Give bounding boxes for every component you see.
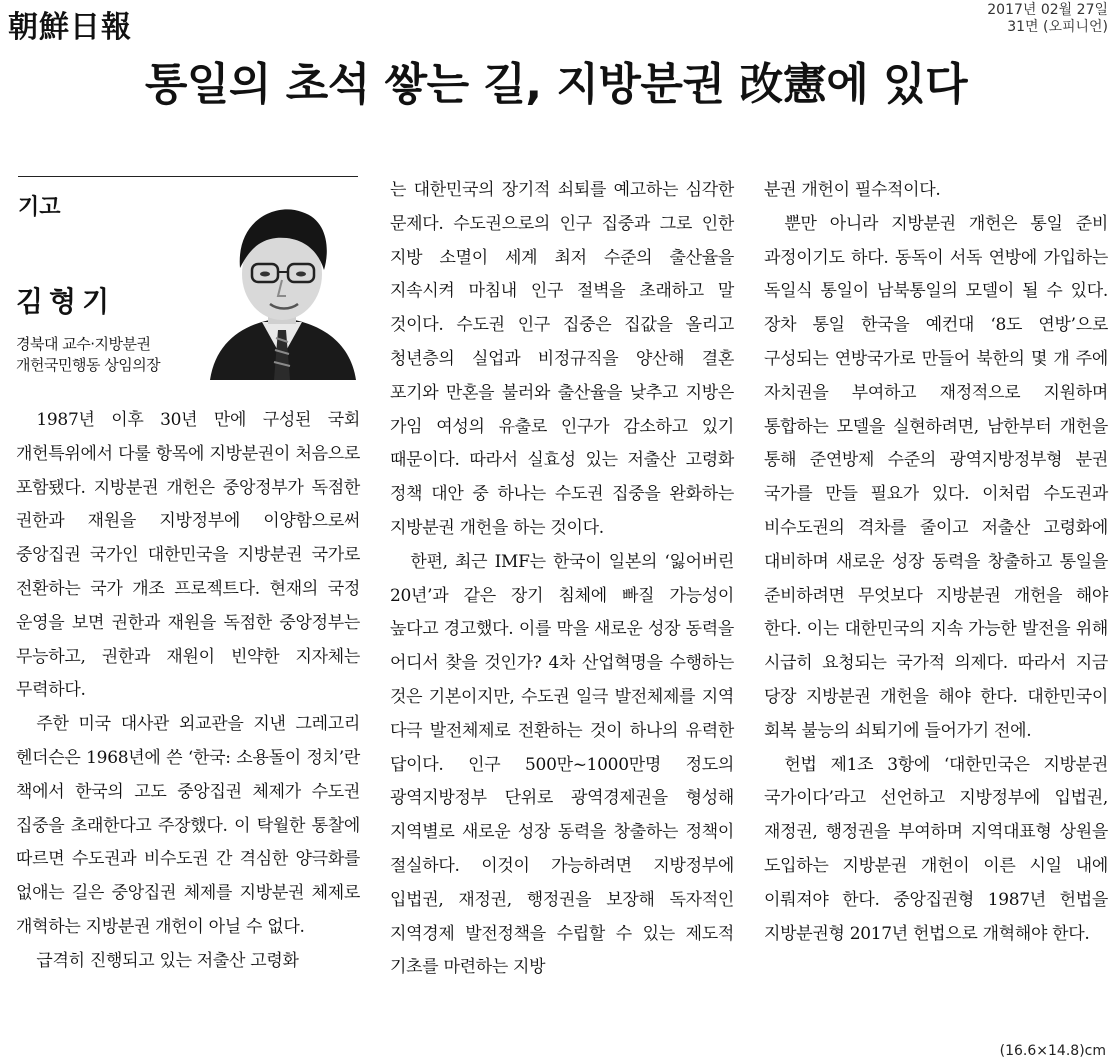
author-photo bbox=[206, 190, 358, 380]
section-divider bbox=[18, 176, 358, 177]
author-portrait-icon bbox=[206, 190, 358, 380]
author-affiliation-line2: 개헌국민행동 상임의장 bbox=[16, 356, 161, 374]
paragraph: 는 대한민국의 장기적 쇠퇴를 예고하는 심각한 문제다. 수도권으로의 인구 집중과 그로 인한 지방 소멸이 세계 최저 수준의 출산율을 지속시켜 마침내 인구 절벽을 초래하고 말 것이다. 수도권 인구 집중은 집값을 올리고 청년층의 실업과 비정규직을 양산해 결혼 포기와 만혼을 불러와 출산율을 낮추고 지방은 가임 여성의 유출로 인구가 감소하고 있기 때문이다. 따라서 실효성 있는 저출산 고령화 정책 대안 중 하나는 수도권 집중을 완화하는 지방분권 개헌을 하는 것이다. bbox=[390, 180, 734, 538]
paragraph: 1987년 이후 30년 만에 구성된 국회 개헌특위에서 다룰 항목에 지방분권이 처음으로 포함됐다. 지방분권 개헌은 중앙정부가 독점한 권한과 재원을 지방정부에 이양함으로써 중앙집권 국가인 대한민국을 지방분권 국가로 전환하는 국가 개조 프로젝트다. 현재의 국정 운영을 보면 권한과 재원을 독점한 중앙정부는 무능하고, 권한과 재원이 빈약한 지자체는 무력하다. bbox=[16, 410, 360, 701]
issue-meta bbox=[987, 2, 1108, 36]
paragraph: 급격히 진행되고 있는 저출산 고령화 bbox=[36, 950, 299, 971]
article-column-1 bbox=[16, 404, 360, 979]
issue-date: 2017년 02월 27일 bbox=[987, 2, 1108, 18]
paragraph: 분권 개헌이 필수적이다. bbox=[764, 180, 941, 200]
article-column-3 bbox=[764, 174, 1108, 951]
author-affiliation-line1: 경북대 교수·지방분권 bbox=[16, 335, 151, 353]
section-label: 기고 bbox=[18, 195, 61, 220]
paragraph: 뿐만 아니라 지방분권 개헌은 통일 준비 과정이기도 하다. 동독이 서독 연방에 가입하는 독일식 통일이 남북통일의 모델이 될 수 있다. 장차 통일 한국을 예컨대 ‘8도 연방’으로 구성되는 연방국가로 만들어 북한의 몇 개 주에 자치권을 부여하고 재정적으로 지원하며 통합하는 모델을 실현하려면, 남한부터 개헌을 통해 준연방제 수준의 광역지방정부형 분권 국가를 만들 필요가 있다. 이처럼 수도권과 비수도권의 격차를 줄이고 저출산 고령화에 대비하며 새로운 성장 동력을 창출하고 통일을 준비하려면 무엇보다 지방분권 개헌을 해야 한다. 이는 대한민국의 지속 가능한 발전을 위해 시급히 요청되는 국가적 의제다. 따라서 지금 당장 지방분권 개헌을 해야 한다. 대한민국이 회복 불능의 쇠퇴기에 들어가기 전에. bbox=[764, 213, 1108, 741]
issue-page: 31면 (오피니언) bbox=[1007, 19, 1108, 35]
author-name: 김형기 bbox=[16, 285, 116, 318]
paragraph: 주한 미국 대사관 외교관을 지낸 그레고리 헨더슨은 1968년에 쓴 ‘한국: 소용돌이 정치’란 책에서 한국의 고도 중앙집권 체제가 수도권 집중을 초래한다고 주장했다. 이 탁월한 통찰에 따르면 수도권과 비수도권 간 격심한 양극화를 없애는 길은 중앙집권 체제를 지방분권 체제로 개혁하는 지방분권 개헌이 아닐 수 없다. bbox=[16, 714, 360, 937]
paragraph: 한편, 최근 IMF는 한국이 일본의 ‘잃어버린 20년’과 같은 장기 침체에 빠질 가능성이 높다고 경고했다. 이를 막을 새로운 성장 동력을 어디서 찾을 것인가? 4차 산업혁명을 수행하는 것은 기본이지만, 수도권 일극 발전체제를 지역 다극 발전체제로 전환하는 것이 하나의 유력한 답이다. 인구 500만~1000만명 정도의 광역지방정부 단위로 광역경제권을 형성해 지역별로 새로운 성장 동력을 창출하는 정책이 절실하다. 이것이 가능하려면 지방정부에 입법권, 재정권, 행정권을 보장해 독자적인 지역경제 발전정책을 수립할 수 있는 제도적 기초를 마련하는 지방 bbox=[390, 551, 734, 978]
paragraph: 헌법 제1조 3항에 ‘대한민국은 지방분권 국가이다’라고 선언하고 지방정부에 입법권, 재정권, 행정권을 부여하며 지역대표형 상원을 도입하는 지방분권 개헌이 이른 시일 내에 이뤄져야 한다. 중앙집권형 1987년 헌법을 지방분권형 2017년 헌법으로 개혁해야 한다. bbox=[764, 754, 1108, 944]
clipping-size-note: (16.6×14.8)cm bbox=[999, 1043, 1106, 1059]
newspaper-masthead: 朝鮮日報 bbox=[8, 10, 132, 45]
author-affiliation bbox=[16, 334, 160, 376]
article-headline: 통일의 초석 쌓는 길, 지방분권 改憲에 있다 bbox=[144, 59, 968, 110]
article-column-2 bbox=[390, 174, 734, 985]
